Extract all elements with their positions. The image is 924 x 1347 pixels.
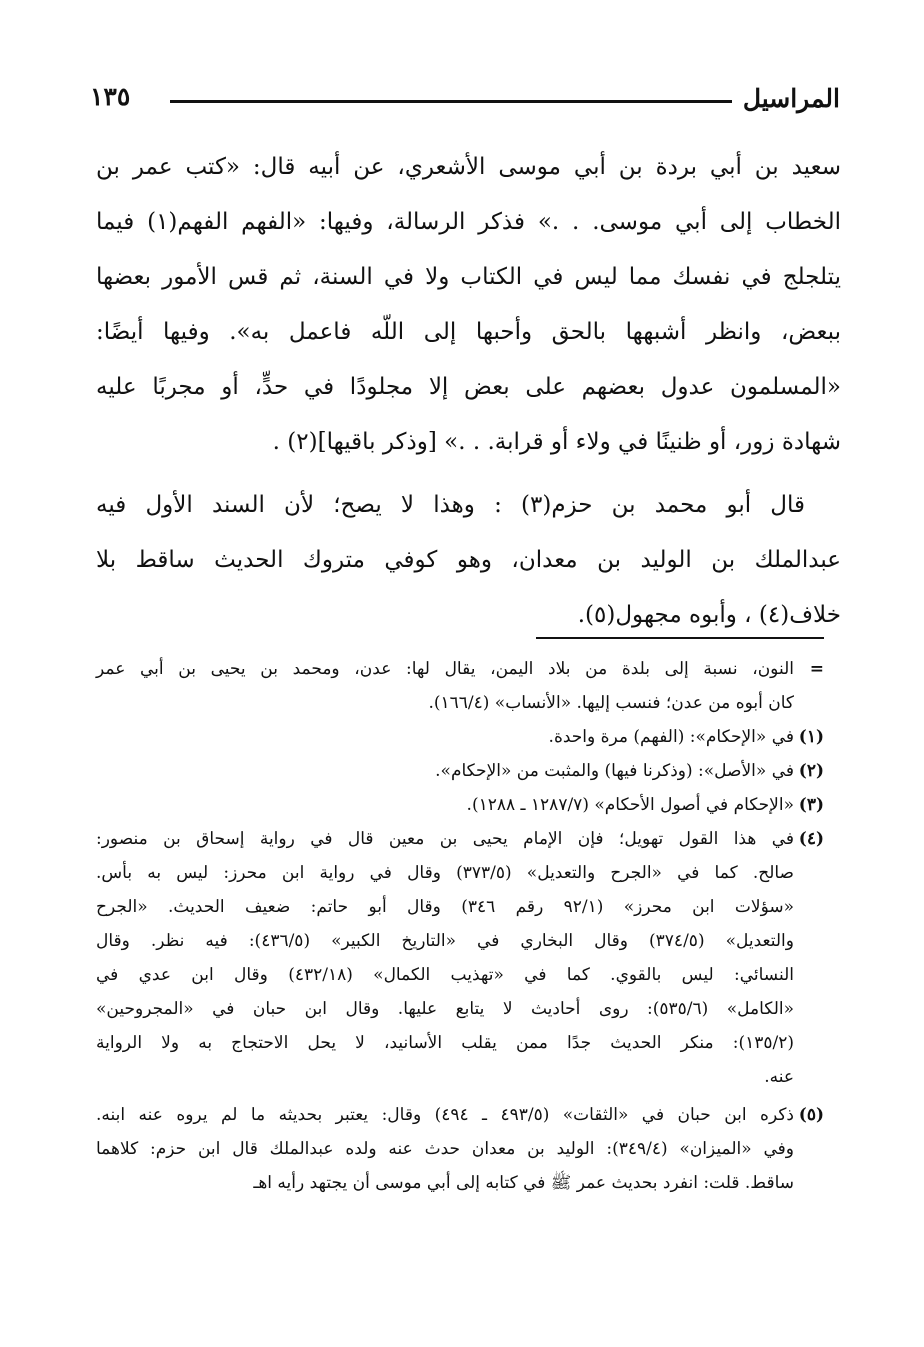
footnote-4 xyxy=(96,822,824,1094)
footnote-line: «الكامل» (٥٣٥/٦): روى أحاديث لا يتابع عليها. وقال ابن حبان في «المجروحين» xyxy=(96,999,794,1019)
footnotes xyxy=(96,652,824,1200)
footnote-line: عنه. xyxy=(764,1067,794,1087)
footnote-line: النسائي: ليس بالقوي. كما في «تهذيب الكمال» (٤٣٢/١٨) وقال ابن عدي في xyxy=(96,965,794,985)
main-text xyxy=(96,140,841,643)
footnote-line: في «الأصل»: (وذكرنا فيها) والمثبت من «الإحكام». xyxy=(435,761,794,781)
footnote-5 xyxy=(96,1098,824,1200)
footnote-marker: (٣) xyxy=(798,795,824,815)
running-title: المراسيل xyxy=(742,84,840,113)
text-line: يتلجلج في نفسك مما ليس في الكتاب ولا في السنة، ثم قس الأمور بعضها xyxy=(96,264,841,290)
header-rule xyxy=(170,100,732,103)
footnote-line: وفي «الميزان» (٣٤٩/٤): الوليد بن معدان حدث عنه ولده عبدالملك قال ابن حزم: كلاهما xyxy=(96,1139,794,1159)
paragraph-2 xyxy=(96,478,841,643)
text-line: سعيد بن أبي بردة بن أبي موسى الأشعري، عن أبيه قال: «كتب عمر بن xyxy=(96,154,841,180)
footnote-line: ساقط. قلت: انفرد بحديث عمر ﷺ في كتابه إلى أبي موسى أن يجتهد رأيه اهـ xyxy=(253,1173,794,1193)
text-line: الخطاب إلى أبي موسى. . .» فذكر الرسالة، وفيها: «الفهم الفهم(١) فيما xyxy=(96,209,841,235)
footnote-line: والتعديل» (٣٧٤/٥) وقال البخاري في «التاريخ الكبير» (٤٣٦/٥): فيه نظر. وقال xyxy=(96,931,794,951)
footnote-line: كان أبوه من عدن؛ فنسب إليها. «الأنساب» (١٦٦/٤). xyxy=(428,693,794,713)
text-line: خلاف(٤) ، وأبوه مجهول(٥). xyxy=(577,602,841,628)
footnote-line: ذكره ابن حبان في «الثقات» (٤٩٣/٥ ـ ٤٩٤) وقال: يعتبر بحديثه ما لم يروه عنه ابنه. xyxy=(96,1105,794,1125)
footnote-marker: (٢) xyxy=(798,761,824,781)
footnote-marker: (٥) xyxy=(798,1105,824,1125)
running-header xyxy=(90,80,840,120)
paragraph-1 xyxy=(96,140,841,470)
footnote-line: صالح. كما في «الجرح والتعديل» (٣٧٣/٥) وقال في رواية ابن محرز: ليس به بأس. xyxy=(96,863,794,883)
text-line: عبدالملك بن الوليد بن معدان، وهو كوفي متروك الحديث ساقط بلا xyxy=(96,547,841,573)
footnote-line: في «الإحكام»: (الفهم) مرة واحدة. xyxy=(548,727,794,747)
footnote-line: «الإحكام في أصول الأحكام» (١٢٨٧/٧ ـ ١٢٨٨). xyxy=(466,795,794,815)
footnote-marker: (٤) xyxy=(798,829,824,849)
footnote-1 xyxy=(96,720,824,754)
text-line: قال أبو محمد بن حزم(٣) : وهذا لا يصح؛ لأن السند الأول فيه xyxy=(96,492,806,518)
footnote-line: في هذا القول تهويل؛ فإن الإمام يحيى بن معين قال في رواية إسحاق بن منصور: xyxy=(96,829,794,849)
footnote-line: النون، نسبة إلى بلدة من بلاد اليمن، يقال لها: عدن، ومحمد بن يحيى بن أبي عمر xyxy=(96,659,794,679)
footnote-continuation xyxy=(96,652,824,720)
footnote-line: «سؤلات ابن محرز» (٩٢/١ رقم ٣٤٦) وقال أبو حاتم: ضعيف الحديث. «الجرح xyxy=(96,897,794,917)
page-number: ١٣٥ xyxy=(90,82,131,111)
footnote-2 xyxy=(96,754,824,788)
footnote-line: (١٣٥/٢): منكر الحديث جدًا ممن يقلب الأسانيد، لا يحل الاحتجاج به ولا الرواية xyxy=(96,1033,794,1053)
footnote-separator xyxy=(536,637,824,639)
footnote-marker: (١) xyxy=(798,727,824,747)
text-line: ببعض، وانظر أشبهها بالحق وأحبها إلى اللّه فاعمل به». وفيها أيضًا: xyxy=(96,319,841,345)
footnote-3 xyxy=(96,788,824,822)
text-line: «المسلمون عدول بعضهم على بعض إلا مجلودًا في حدٍّ، أو مجربًا عليه xyxy=(96,374,841,400)
footnote-marker: = xyxy=(809,659,824,679)
text-line: شهادة زور، أو ظنينًا في ولاء أو قرابة. . .» [وذكر باقيها](٢) . xyxy=(272,429,841,455)
